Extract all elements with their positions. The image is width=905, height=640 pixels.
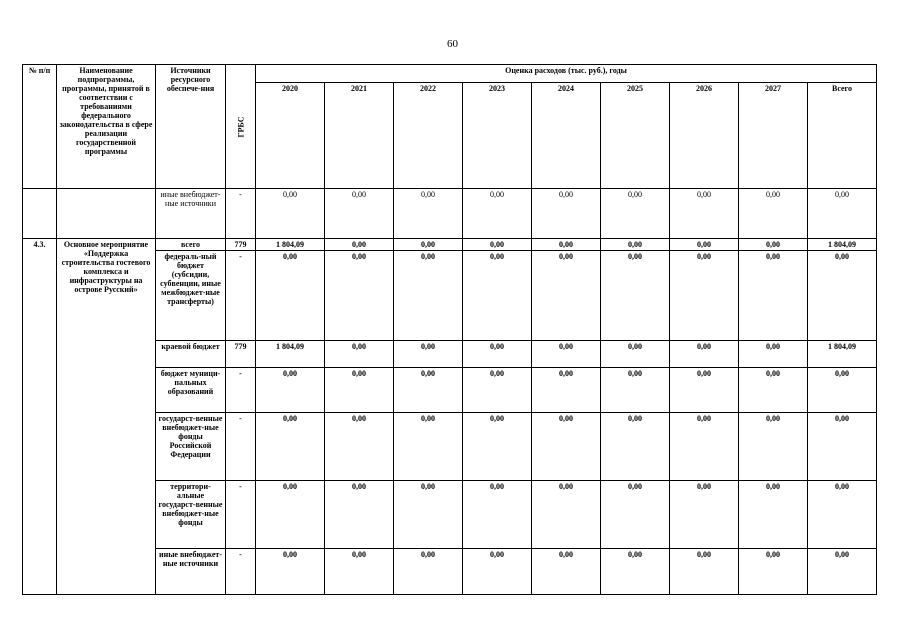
cell-value: 0,00 bbox=[532, 341, 601, 368]
cell-value: 0,00 bbox=[601, 239, 670, 251]
cell-value: 0,00 bbox=[670, 341, 739, 368]
cell-value: 0,00 bbox=[463, 481, 532, 549]
cell-value: 0,00 bbox=[325, 239, 394, 251]
cell-value: 0,00 bbox=[670, 368, 739, 413]
cell-value: 0,00 bbox=[739, 413, 808, 481]
cell-value: 0,00 bbox=[601, 481, 670, 549]
header-year: 2023 bbox=[463, 83, 532, 189]
cell-value: 0,00 bbox=[325, 368, 394, 413]
header-year: 2020 bbox=[256, 83, 325, 189]
cell-value: 0,00 bbox=[808, 549, 877, 595]
cell-value: 0,00 bbox=[739, 341, 808, 368]
cell-value: 0,00 bbox=[256, 549, 325, 595]
cell-value: 0,00 bbox=[739, 239, 808, 251]
cell-value: 0,00 bbox=[325, 413, 394, 481]
header-source: Источники ресурсного обеспече-ния bbox=[156, 65, 226, 189]
cell-value: 0,00 bbox=[808, 189, 877, 239]
cell-value: 1 804,09 bbox=[808, 239, 877, 251]
cell-value: 0,00 bbox=[532, 189, 601, 239]
cell-value: 0,00 bbox=[808, 481, 877, 549]
cell-value: 0,00 bbox=[463, 239, 532, 251]
cell-value: 0,00 bbox=[394, 239, 463, 251]
cell-value: 0,00 bbox=[739, 481, 808, 549]
header-year-total: Всего bbox=[808, 83, 877, 189]
cell-source: иные внебюджет-ные источники bbox=[156, 189, 226, 239]
cell-value: 0,00 bbox=[256, 251, 325, 341]
cell-value: 0,00 bbox=[670, 239, 739, 251]
cell-value: 0,00 bbox=[808, 368, 877, 413]
header-grbs: ГРБС bbox=[226, 65, 256, 189]
cell-value: 0,00 bbox=[325, 189, 394, 239]
cell-value: 0,00 bbox=[532, 413, 601, 481]
cell-source: федераль-ный бюджет (субсидии, субвенции, иные межбюджет-ные трансферты) bbox=[156, 251, 226, 341]
cell-source: территори-альные государст-венные внебюджет-ные фонды bbox=[156, 481, 226, 549]
cell-value: 0,00 bbox=[532, 368, 601, 413]
cell-source: государст-венные внебюджет-ные фонды Российской Федерации bbox=[156, 413, 226, 481]
cell-value: 0,00 bbox=[463, 189, 532, 239]
budget-table bbox=[22, 64, 877, 595]
cell-value: 0,00 bbox=[532, 481, 601, 549]
cell-value: 0,00 bbox=[394, 481, 463, 549]
cell-value: 0,00 bbox=[601, 251, 670, 341]
header-year: 2026 bbox=[670, 83, 739, 189]
header-year: 2022 bbox=[394, 83, 463, 189]
header-name: Наименование подпрограммы, программы, принятой в соответствии с требованиями федерального законодательства в сфере реализации государственной программы bbox=[57, 65, 156, 189]
cell-grbs: - bbox=[226, 481, 256, 549]
cell-value: 0,00 bbox=[739, 251, 808, 341]
header-estimate: Оценка расходов (тыс. руб.), годы bbox=[256, 65, 877, 83]
cell-value: 0,00 bbox=[739, 368, 808, 413]
cell-value: 0,00 bbox=[256, 413, 325, 481]
cell-grbs: - bbox=[226, 251, 256, 341]
cell-value: 0,00 bbox=[808, 251, 877, 341]
cell-num bbox=[23, 189, 57, 239]
cell-value: 0,00 bbox=[394, 368, 463, 413]
cell-value: 0,00 bbox=[670, 549, 739, 595]
cell-grbs: 779 bbox=[226, 239, 256, 251]
header-num: № п/п bbox=[23, 65, 57, 189]
cell-value: 0,00 bbox=[394, 549, 463, 595]
cell-source: бюджет муници-пальных образований bbox=[156, 368, 226, 413]
cell-num: 4.3. bbox=[23, 239, 57, 595]
header-year: 2027 bbox=[739, 83, 808, 189]
cell-value: 0,00 bbox=[325, 341, 394, 368]
cell-grbs: - bbox=[226, 549, 256, 595]
header-year: 2025 bbox=[601, 83, 670, 189]
cell-grbs: - bbox=[226, 368, 256, 413]
cell-value: 0,00 bbox=[325, 549, 394, 595]
cell-source: краевой бюджет bbox=[156, 341, 226, 368]
table-row bbox=[23, 239, 877, 251]
cell-value: 0,00 bbox=[394, 341, 463, 368]
cell-value: 0,00 bbox=[670, 413, 739, 481]
cell-value: 0,00 bbox=[601, 413, 670, 481]
cell-value: 0,00 bbox=[739, 549, 808, 595]
cell-value: 0,00 bbox=[532, 549, 601, 595]
cell-value: 0,00 bbox=[325, 481, 394, 549]
cell-value: 0,00 bbox=[256, 189, 325, 239]
cell-value: 0,00 bbox=[670, 251, 739, 341]
cell-value: 0,00 bbox=[670, 481, 739, 549]
cell-value: 0,00 bbox=[394, 189, 463, 239]
header-year: 2021 bbox=[325, 83, 394, 189]
cell-value: 0,00 bbox=[808, 413, 877, 481]
cell-grbs: 779 bbox=[226, 341, 256, 368]
cell-value: 0,00 bbox=[394, 251, 463, 341]
cell-source: всего bbox=[156, 239, 226, 251]
cell-value: 0,00 bbox=[463, 368, 532, 413]
cell-value: 1 804,09 bbox=[256, 239, 325, 251]
page-number: 60 bbox=[447, 38, 458, 50]
table-row bbox=[23, 189, 877, 239]
cell-value: 0,00 bbox=[601, 368, 670, 413]
cell-value: 0,00 bbox=[463, 413, 532, 481]
cell-value: 1 804,09 bbox=[808, 341, 877, 368]
cell-name: Основное мероприятие «Поддержка строительства гостевого комплекса и инфраструктуры на острове Русский» bbox=[57, 239, 156, 595]
cell-value: 0,00 bbox=[532, 251, 601, 341]
cell-value: 0,00 bbox=[256, 481, 325, 549]
cell-value: 0,00 bbox=[463, 341, 532, 368]
cell-value: 0,00 bbox=[325, 251, 394, 341]
cell-value: 0,00 bbox=[463, 549, 532, 595]
cell-grbs: - bbox=[226, 189, 256, 239]
cell-value: 0,00 bbox=[463, 251, 532, 341]
cell-grbs: - bbox=[226, 413, 256, 481]
cell-value: 0,00 bbox=[739, 189, 808, 239]
cell-value: 0,00 bbox=[601, 189, 670, 239]
cell-value: 0,00 bbox=[601, 549, 670, 595]
cell-value: 0,00 bbox=[532, 239, 601, 251]
cell-name bbox=[57, 189, 156, 239]
cell-value: 0,00 bbox=[394, 413, 463, 481]
header-year: 2024 bbox=[532, 83, 601, 189]
cell-source: иные внебюджет-ные источники bbox=[156, 549, 226, 595]
cell-value: 0,00 bbox=[601, 341, 670, 368]
cell-value: 0,00 bbox=[670, 189, 739, 239]
cell-value: 1 804,09 bbox=[256, 341, 325, 368]
cell-value: 0,00 bbox=[256, 368, 325, 413]
